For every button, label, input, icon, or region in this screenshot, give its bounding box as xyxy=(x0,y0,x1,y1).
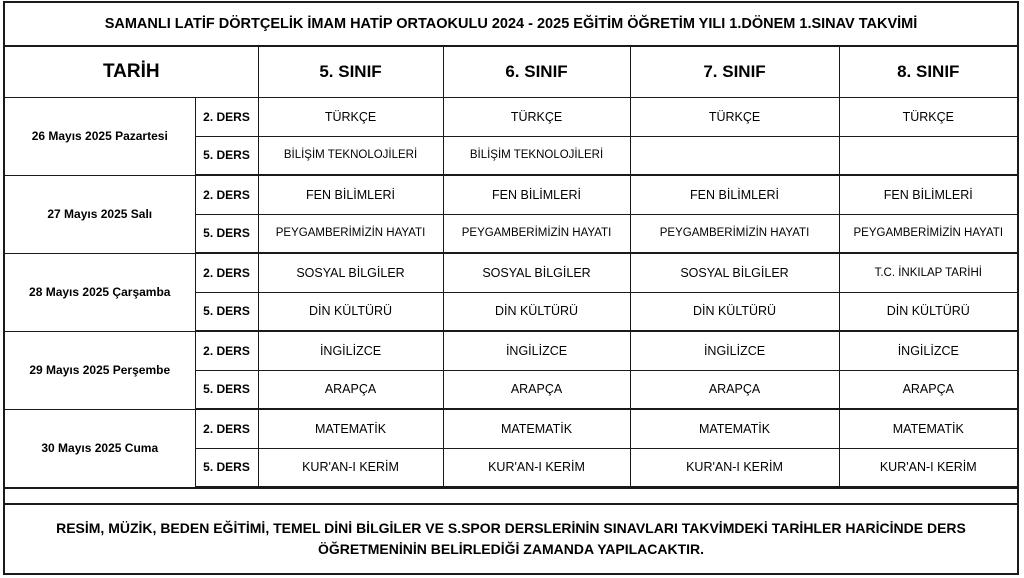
period-label: 2. DERS xyxy=(195,331,258,370)
period-label: 5. DERS xyxy=(195,370,258,409)
subject-cell: ARAPÇA xyxy=(258,370,443,409)
subject-cell: KUR'AN-I KERİM xyxy=(839,448,1017,487)
period-label: 2. DERS xyxy=(195,97,258,136)
subject-cell xyxy=(839,136,1017,175)
subject-cell: TÜRKÇE xyxy=(443,97,630,136)
subject-cell: MATEMATİK xyxy=(258,409,443,448)
subject-cell: DİN KÜLTÜRÜ xyxy=(630,292,839,331)
subject-cell: ARAPÇA xyxy=(443,370,630,409)
exam-date: 27 Mayıs 2025 Salı xyxy=(5,175,195,253)
subject-cell: T.C. İNKILAP TARİHİ xyxy=(839,253,1017,292)
subject-cell: SOSYAL BİLGİLER xyxy=(258,253,443,292)
subject-cell: TÜRKÇE xyxy=(630,97,839,136)
subject-cell: FEN BİLİMLERİ xyxy=(258,175,443,214)
subject-cell: DİN KÜLTÜRÜ xyxy=(839,292,1017,331)
subject-cell: PEYGAMBERİMİZİN HAYATI xyxy=(630,214,839,253)
subject-cell: SOSYAL BİLGİLER xyxy=(630,253,839,292)
subject-cell: FEN BİLİMLERİ xyxy=(443,175,630,214)
subject-cell: DİN KÜLTÜRÜ xyxy=(443,292,630,331)
subject-cell: ARAPÇA xyxy=(839,370,1017,409)
period-label: 2. DERS xyxy=(195,253,258,292)
subject-cell: PEYGAMBERİMİZİN HAYATI xyxy=(258,214,443,253)
date-column-header: TARİH xyxy=(5,47,258,97)
subject-cell: MATEMATİK xyxy=(630,409,839,448)
subject-cell: KUR'AN-I KERİM xyxy=(258,448,443,487)
subject-cell: FEN BİLİMLERİ xyxy=(630,175,839,214)
exam-schedule-sheet xyxy=(3,1,1019,575)
subject-cell: BİLİŞİM TEKNOLOJİLERİ xyxy=(443,136,630,175)
exam-date: 29 Mayıs 2025 Perşembe xyxy=(5,331,195,409)
period-label: 5. DERS xyxy=(195,136,258,175)
period-label: 2. DERS xyxy=(195,175,258,214)
subject-cell: MATEMATİK xyxy=(443,409,630,448)
subject-cell: İNGİLİZCE xyxy=(258,331,443,370)
grade-6-header: 6. SINIF xyxy=(443,47,630,97)
subject-cell: SOSYAL BİLGİLER xyxy=(443,253,630,292)
subject-cell: BİLİŞİM TEKNOLOJİLERİ xyxy=(258,136,443,175)
subject-cell xyxy=(630,136,839,175)
grade-7-header: 7. SINIF xyxy=(630,47,839,97)
period-label: 5. DERS xyxy=(195,448,258,487)
subject-cell: KUR'AN-I KERİM xyxy=(443,448,630,487)
subject-cell: İNGİLİZCE xyxy=(443,331,630,370)
period-label: 5. DERS xyxy=(195,214,258,253)
header-row xyxy=(5,47,1017,97)
subject-cell: TÜRKÇE xyxy=(839,97,1017,136)
schedule-row xyxy=(5,253,1017,292)
subject-cell: PEYGAMBERİMİZİN HAYATI xyxy=(839,214,1017,253)
subject-cell: PEYGAMBERİMİZİN HAYATI xyxy=(443,214,630,253)
schedule-row xyxy=(5,331,1017,370)
schedule-row xyxy=(5,409,1017,448)
subject-cell: ARAPÇA xyxy=(630,370,839,409)
separator-row xyxy=(5,487,1017,505)
exam-date: 30 Mayıs 2025 Cuma xyxy=(5,409,195,487)
subject-cell: KUR'AN-I KERİM xyxy=(630,448,839,487)
subject-cell: MATEMATİK xyxy=(839,409,1017,448)
schedule-row xyxy=(5,97,1017,136)
subject-cell: DİN KÜLTÜRÜ xyxy=(258,292,443,331)
grade-8-header: 8. SINIF xyxy=(839,47,1017,97)
period-label: 2. DERS xyxy=(195,409,258,448)
schedule-row xyxy=(5,175,1017,214)
subject-cell: TÜRKÇE xyxy=(258,97,443,136)
exam-date: 28 Mayıs 2025 Çarşamba xyxy=(5,253,195,331)
schedule-title: SAMANLI LATİF DÖRTÇELİK İMAM HATİP ORTAOKULU 2024 - 2025 EĞİTİM ÖĞRETİM YILI 1.DÖNEM 1.SINAV TAKVİMİ xyxy=(5,3,1017,47)
subject-cell: FEN BİLİMLERİ xyxy=(839,175,1017,214)
schedule-table xyxy=(5,47,1017,488)
exam-date: 26 Mayıs 2025 Pazartesi xyxy=(5,97,195,175)
period-label: 5. DERS xyxy=(195,292,258,331)
footnote: RESİM, MÜZİK, BEDEN EĞİTİMİ, TEMEL DİNİ BİLGİLER VE S.SPOR DERSLERİNİN SINAVLARI TAKVİMDEKİ TARİHLER HARİCİNDE DERS ÖĞRETMENİNİN BELİRLEDİĞİ ZAMANDA YAPILACAKTIR. xyxy=(56,520,966,557)
subject-cell: İNGİLİZCE xyxy=(630,331,839,370)
subject-cell: İNGİLİZCE xyxy=(839,331,1017,370)
grade-5-header: 5. SINIF xyxy=(258,47,443,97)
